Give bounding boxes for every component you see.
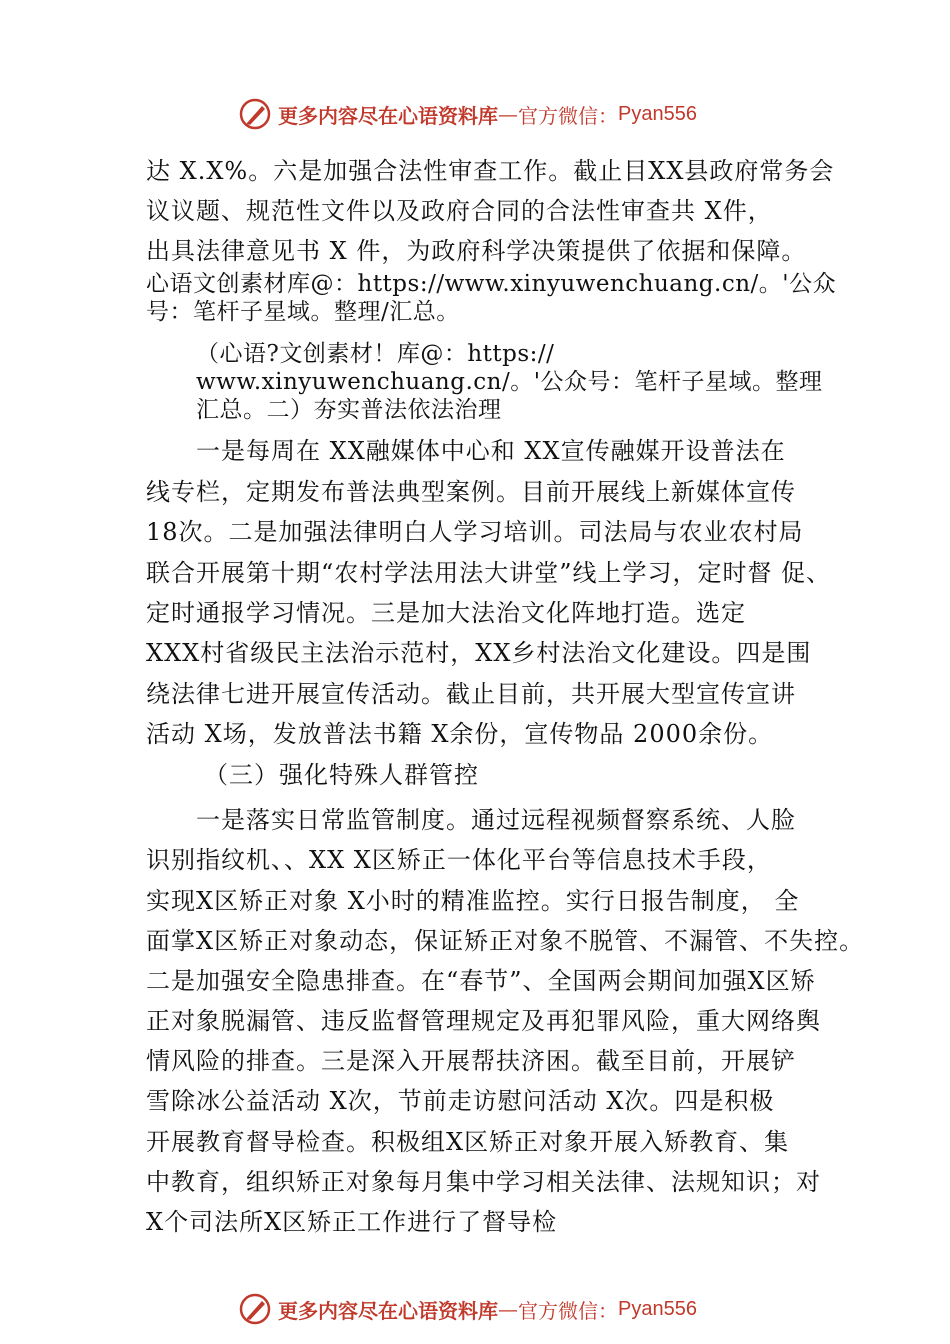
section-heading: （三）强化特殊人群管控 bbox=[204, 761, 479, 789]
text-line: 面掌X区矫正对象动态，保证矫正对象不脱管、不漏管、不失控。 bbox=[146, 927, 865, 955]
text-line: 号：笔杆子星域。整理/汇总。 bbox=[146, 299, 460, 325]
text-line: www.xinyuwenchuang.cn/。'公众号：笔杆子星域。整理 bbox=[196, 369, 823, 395]
pen-logo-icon bbox=[238, 1292, 272, 1326]
text-line: XXX村省级民主法治示范村，XX乡村法治文化建设。四是围 bbox=[146, 639, 812, 667]
text-line: 议议题、规范性文件以及政府合同的合法性审查共 X件， bbox=[146, 197, 773, 225]
pen-logo-icon bbox=[238, 97, 272, 131]
footer-library-text: 更多内容尽在心语资料库 bbox=[278, 1298, 498, 1323]
footer-banner bbox=[238, 1289, 758, 1329]
header-banner bbox=[238, 94, 758, 134]
text-line: X个司法所X区矫正工作进行了督导检 bbox=[146, 1208, 558, 1236]
header-separator: — bbox=[498, 102, 518, 126]
text-line: 出具法律意见书 X 件，为政府科学决策提供了依据和保障。 bbox=[146, 237, 807, 265]
text-line: 18次。二是加强法律明白人学习培训。司法局与农业农村局 bbox=[146, 518, 804, 546]
text-line: 实现X区矫正对象 X小时的精准监控。实行日报告制度， 全 bbox=[146, 887, 800, 915]
text-line: 线专栏，定期发布普法典型案例。目前开展线上新媒体宣传 bbox=[146, 478, 796, 506]
text-line: （心语?文创素材！库@：https:// bbox=[196, 341, 555, 367]
text-line: 二是加强安全隐患排查。在“春节”、全国两会期间加强X区矫 bbox=[146, 967, 816, 995]
text-line: 心语文创素材库@：https://www.xinyuwenchuang.cn/。'公众 bbox=[146, 271, 837, 297]
text-line: 识别指纹机、、XX X区矫正一体化平台等信息技术手段， bbox=[146, 846, 772, 874]
text-line: 联合开展第十期“农村学法用法大讲堂”线上学习，定时督 促、 bbox=[146, 559, 832, 587]
text-line: 绕法律七进开展宣传活动。截止目前，共开展大型宣传宣讲 bbox=[146, 680, 796, 708]
text-line: 汇总。二）夯实普法依法治理 bbox=[196, 397, 502, 423]
footer-separator: — bbox=[498, 1297, 518, 1321]
header-wechat-label: 官方微信： bbox=[518, 103, 618, 128]
text-line: 一是落实日常监管制度。通过远程视频督察系统、人脸 bbox=[196, 806, 796, 834]
text-line: 定时通报学习情况。三是加大法治文化阵地打造。选定 bbox=[146, 599, 746, 627]
text-line: 一是每周在 XX融媒体中心和 XX宣传融媒开设普法在 bbox=[196, 437, 786, 465]
text-line: 开展教育督导检查。积极组X区矫正对象开展入矫教育、集 bbox=[146, 1128, 790, 1156]
header-wechat-id: Pyan556 bbox=[618, 102, 697, 125]
text-line: 雪除冰公益活动 X次，节前走访慰问活动 X次。四是积极 bbox=[146, 1087, 775, 1115]
text-line: 活动 X场，发放普法书籍 X余份，宣传物品 2000余份。 bbox=[146, 720, 774, 748]
footer-wechat-id: Pyan556 bbox=[618, 1297, 697, 1320]
text-line: 达 X.X%。六是加强合法性审查工作。截止目XX县政府常务会 bbox=[146, 157, 835, 185]
text-line: 正对象脱漏管、违反监督管理规定及再犯罪风险，重大网络舆 bbox=[146, 1007, 821, 1035]
text-line: 中教育，组织矫正对象每月集中学习相关法律、法规知识；对 bbox=[146, 1168, 821, 1196]
text-line: 情风险的排查。三是深入开展帮扶济困。截至目前，开展铲 bbox=[146, 1047, 796, 1075]
footer-wechat-label: 官方微信： bbox=[518, 1298, 618, 1323]
header-library-text: 更多内容尽在心语资料库 bbox=[278, 103, 498, 128]
